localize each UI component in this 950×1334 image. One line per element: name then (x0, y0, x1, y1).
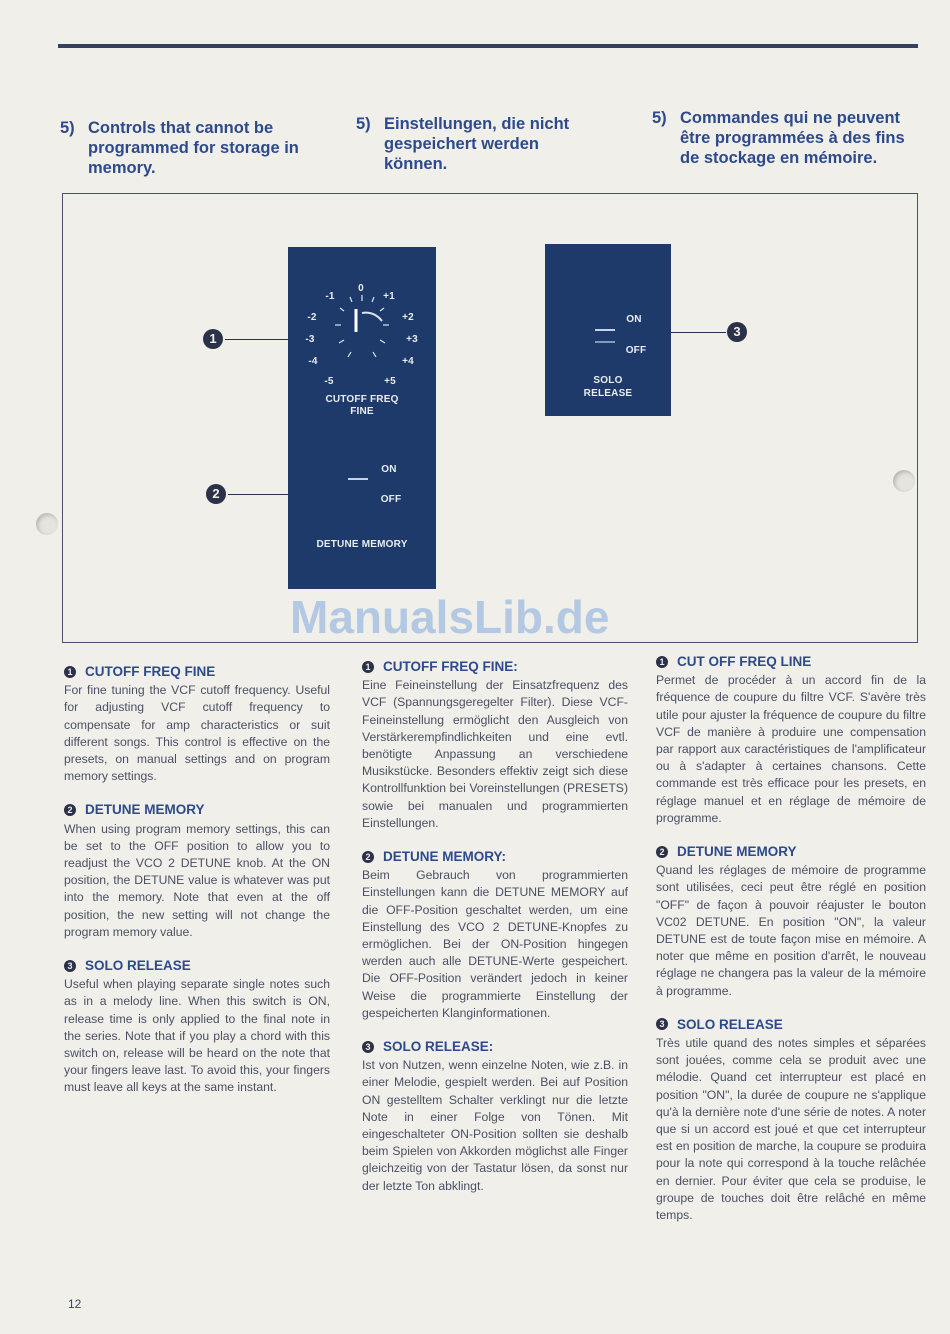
number-badge: 1 (64, 666, 76, 678)
number-badge: 2 (656, 846, 668, 858)
number-badge: 2 (362, 851, 374, 863)
number-badge: 1 (656, 656, 668, 668)
tick-label: +2 (402, 312, 414, 323)
section-body: Beim Gebrauch von programmierten Einstellungen kann die DETUNE MEMORY auf die OFF-Position geschaltet werden, um eine Einstellung des VCO 2 DETUNE-Knopfes zu ermöglichen. Bei der ON-Position hingegen werden auch alle DETUNE-Werte gespeichert. Die OFF-Position verändert jedoch in keiner Weise die programmierte Einstellung der gespeicherten Klanginformationen. (362, 868, 628, 1020)
section-body: Très utile quand des notes simples et séparées sont jouées, comme cela se produit avec une mélodie. Quand cet interrupteur est placé en position "ON", la durée de coupure ne s'applique qu'à la dernière note d'une série de notes. A noter que si un accord est joué et que cet interrupteur est en position de marche, la coupure se produira pour la note qui correspond à la touche relâchée en dernier. Pour éviter que cela se produise, le groupe de touches doit être relâché en même temps. (656, 1036, 926, 1223)
tick-label: +4 (402, 356, 414, 367)
section-body: For fine tuning the VCF cutoff frequency. Useful for adjusting VCF cutoff frequency to compensate for amp characteristics or suit different songs. This control is effective on the presets, on manual settings and on program memory settings. (64, 683, 330, 784)
section-body: When using program memory settings, this can be set to the OFF position to allow you to readjust the VCO 2 DETUNE knob. At the ON position, the DETUNE value is whatever was put into the memory. Note that even at the off position, the new setting will not change the program memory value. (64, 821, 330, 939)
tick-label: -4 (308, 356, 318, 367)
detune-memory-label: DETUNE MEMORY (316, 539, 408, 550)
tick-label: -5 (324, 376, 334, 387)
section-title: DETUNE MEMORY (85, 802, 205, 818)
control-panel-figure (62, 193, 918, 643)
number-badge: 2 (64, 804, 76, 816)
cutoff-freq-knob (288, 247, 436, 407)
section-body: Eine Feineinstellung der Einsatzfrequenz des VCF (Spannungsgeregelter Filter). Diese VCF-Feineinstellung ermöglicht den Ausgleich von Verstärkerempfindlichkeiten und eine evtl. benötigte Anpassung an verschiedene Musikstücke. Besonders effektiv zeigt sich diese Kontrollfunktion bei Voreinstellungen (PRESETS) sowie bei manualen und programmierten Einstellungen. (362, 678, 628, 830)
section-title: CUTOFF FREQ FINE (85, 664, 216, 679)
panel-solo-release (545, 244, 671, 416)
detune-memory-switch[interactable] (348, 478, 368, 480)
section-title: CUTOFF FREQ FINE: (383, 659, 518, 674)
tick-label: +5 (384, 376, 396, 387)
cutoff-freq-label: CUTOFF FREQ (325, 394, 399, 405)
tick-label: -1 (325, 291, 335, 302)
section-cutoff (64, 663, 330, 785)
section-title: SOLO RELEASE (85, 958, 191, 974)
column-french (656, 653, 926, 1240)
callout-1: 1 (203, 329, 223, 349)
tick-label: +3 (406, 334, 418, 345)
tick-label: -3 (305, 334, 315, 345)
section-body: Quand les réglages de mémoire de programme sont utilisées, ceci peut être réglé en position "OFF" de façon à pouvoir réajuster le bouton VC02 DETUNE. En position "ON", la valeur DETUNE est de toute façon mise en mémoire. A noter que même en position d'arrêt, le nouveau réglage ne changera pas la valeur de la mémoire à programme. (656, 863, 926, 998)
section-title: SOLO RELEASE: (383, 1039, 494, 1055)
section-solo (64, 957, 330, 1097)
callout-3: 3 (727, 322, 747, 342)
section-detune (64, 801, 330, 941)
column-english (64, 663, 330, 1113)
page-number: 12 (68, 1297, 82, 1311)
switch-on-label: ON (381, 464, 397, 475)
section-cutoff (656, 653, 926, 827)
heading-fr-text: Commandes qui ne peuvent être programmées à des fins de stockage en mémoire. (680, 109, 905, 167)
column-german (362, 658, 628, 1211)
binder-hole-right (893, 470, 915, 492)
callout-1-leader (225, 339, 288, 340)
number-badge: 3 (64, 960, 76, 972)
tick-label: +1 (383, 291, 395, 302)
binder-hole-left (36, 513, 58, 535)
number-badge: 3 (656, 1018, 668, 1030)
callout-2-leader (228, 494, 288, 495)
heading-de-text: Einstellungen, die nicht gespeichert werden können. (384, 115, 570, 173)
watermark: ManualsLib.de (290, 591, 610, 643)
callout-3-leader (671, 332, 726, 333)
callout-2: 2 (206, 484, 226, 504)
section-title: CUT OFF FREQ LINE (677, 654, 812, 669)
top-rule (58, 44, 918, 48)
section-body: Useful when playing separate single notes such as in a melody line. When this switch is ON, release time is only applied to the final note in the series. Note that if you play a chord with this switch on, release will be heard on the note that your fingers leave last. To avoid this, your fingers must leave all keys at the same instant. (64, 977, 330, 1095)
section-solo (362, 1038, 628, 1195)
tick-label: -2 (307, 312, 317, 323)
heading-en-text: Controls that cannot be programmed for storage in memory. (88, 119, 299, 177)
solo-release-switch[interactable] (595, 329, 615, 331)
switch-on-label: ON (626, 314, 642, 325)
solo-label: SOLO (593, 375, 623, 386)
section-title: DETUNE MEMORY (677, 844, 797, 860)
switch-off-label: OFF (625, 345, 647, 356)
number-badge: 3 (362, 1041, 374, 1053)
number-badge: 1 (362, 661, 374, 673)
section-detune (362, 848, 628, 1022)
panel-cutoff-detune (288, 247, 436, 589)
tick-label: 0 (358, 283, 364, 294)
switch-track (595, 341, 615, 343)
cutoff-fine-label: FINE (350, 406, 374, 417)
section-body: Ist von Nutzen, wenn einzelne Noten, wie z.B. in einer Melodie, gespielt werden. Bei auf Position ON gestelltem Schalter verklingt nur die letzte Note in einer Folge von Tönen. Mit eingeschalteter ON-Position sollten sie deshalb beim Spielen von Akkorden möglichst alle Finger gleichzeitig von der Tastatur lösen, da sonst nur der letzte Ton abklingt. (362, 1058, 628, 1193)
section-solo (656, 1016, 926, 1224)
section-title: SOLO RELEASE (677, 1016, 783, 1032)
section-body: Permet de procéder à un accord fin de la fréquence de coupure du filtre VCF. S'avère très utile pour ajuster la fréquence de coupure du filtre VCF de manière à produire une compensation par rapport aux caractéristiques de l'amplificateur ou à s'adapter à certaines chansons. Cette commande est très efficace pour les presets, en réglage manuel et en réglage de mémoire de programme. (656, 673, 926, 825)
release-label: RELEASE (583, 388, 633, 399)
switch-off-label: OFF (380, 494, 402, 505)
section-detune (656, 843, 926, 1000)
section-title: DETUNE MEMORY: (383, 849, 506, 865)
section-cutoff (362, 658, 628, 832)
